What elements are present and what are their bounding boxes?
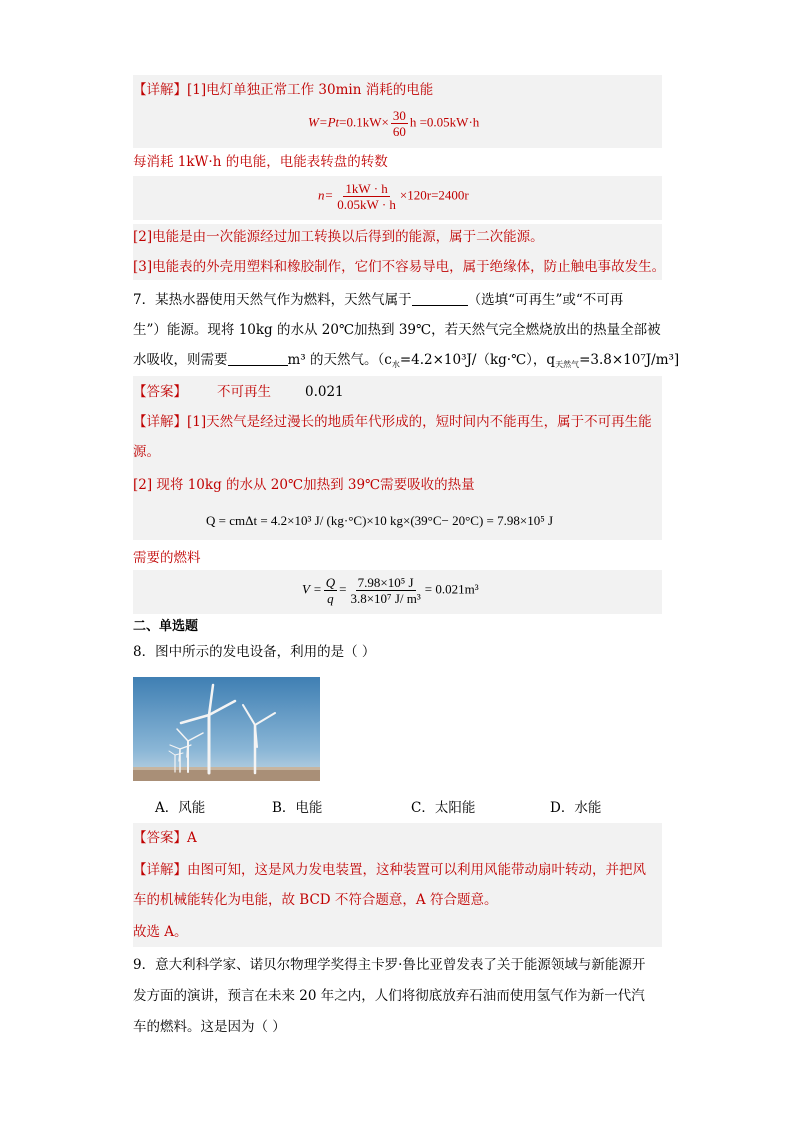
q7-detail-line2: [2] 现将 10kg 的水从 20℃加热到 39℃需要吸收的热量: [133, 477, 475, 493]
q9-stem-line2: 发方面的演讲，预言在未来 20 年之内，人们将彻底放弃石油而使用氢气作为新一代汽: [133, 988, 645, 1004]
q8-answer: 【答案】A: [133, 830, 197, 846]
answer-tag: 【答案】: [133, 384, 187, 400]
q6-turns-formula: n= $\frac{1kW \cdot h}{0.05kW \cdot h}$ ×120r=2400r: [318, 181, 469, 212]
q7-answer-line: 【答案】 不可再生 0.021: [133, 384, 344, 400]
q8-detail-line3: 故选 A。: [133, 924, 188, 940]
q7-detail-line1: 【详解】[1]天然气是经过漫长的地质年代形成的，短时间内不能再生，属于不可再生能: [133, 414, 652, 430]
q9-stem-line1: 9．意大利科学家、诺贝尔物理学奖得主卡罗·鲁比亚曾发表了关于能源领域与新能源开: [133, 957, 646, 973]
q7-stem-line3: 水吸收，则需要 m³ 的天然气。（$c_水=4.2\times 10^3J/(kg\cdot℃)$，$q_{天然气}=3.8\times 10^7J/m^3$]: [133, 352, 680, 369]
fraction: $\frac{Q}{q}$: [325, 575, 336, 606]
section-heading: 二、单选题: [133, 619, 199, 634]
q7-volume-formula: V = $\frac{Q}{q}$ = $\frac{\text{7.98×10⁵ J}}{\text{3.8×10⁷ J/ m³}}$ = 0.021m³: [302, 575, 479, 606]
q8-detail-line2: 车的机械能转化为电能，故 BCD 不符合题意，A 符合题意。: [133, 892, 498, 908]
q7-need-fuel: 需要的燃料: [133, 550, 201, 566]
q7-detail-line1b: 源。: [133, 444, 160, 460]
detail-tag: 【详解】: [133, 82, 187, 98]
q8-detail-line1: 【详解】由图可知，这是风力发电装置，这种装置可以利用风能带动扇叶转动，并把风: [133, 862, 646, 878]
q6-detail-line4: [3]电能表的外壳用塑料和橡胶制作，它们不容易导电，属于绝缘体，防止触电事故发生。: [133, 259, 666, 275]
q6-detail-line3: [2]电能是由一次能源经过加工转换以后得到的能源，属于二次能源。: [133, 229, 544, 245]
q7-stem-line1: 7．某热水器使用天然气作为燃料，天然气属于 （选填“可再生”或“不可再: [133, 292, 624, 308]
q8-answer-block: [133, 823, 662, 947]
q6-detail-line1: 【详解】[1]电灯单独正常工作 30min 消耗的电能: [133, 82, 434, 98]
wind-turbine-image: [133, 677, 320, 781]
fraction: $\frac{\text{7.98×10⁵ J}}{\text{3.8×10⁷ J/ m³}}$: [350, 575, 421, 606]
q7-heat-formula: Q = cmΔt = 4.2×10³ J/ (kg·°C)×10 kg×(39°C− 20°C) = 7.98×10⁵ J: [206, 513, 554, 528]
fraction: $\frac{1kW \cdot h}{0.05kW \cdot h}$: [337, 181, 396, 212]
answer-blank[interactable]: [412, 291, 468, 306]
answer-blank[interactable]: [228, 351, 288, 366]
q6-detail-line2: 每消耗 1kW·h 的电能，电能表转盘的转数: [133, 154, 388, 170]
option-d[interactable]: D．水能: [550, 800, 602, 816]
q8-stem: 8．图中所示的发电设备，利用的是（ ）: [133, 644, 376, 660]
q6-energy-formula: W=Pt=0.1kW× $\frac{30}{60}$ h =0.05kW·h: [308, 108, 480, 139]
q7-stem-line2: 生”）能源。现将 10kg 的水从 20℃加热到 39℃，若天然气完全燃烧放出的热量全部被: [133, 322, 661, 338]
option-c[interactable]: C．太阳能: [411, 800, 476, 816]
fraction: $\frac{30}{60}$: [392, 108, 406, 139]
option-b[interactable]: B．电能: [272, 800, 323, 816]
option-a[interactable]: A．风能: [155, 800, 206, 816]
q9-stem-line3: 车的燃料。这是因为（ ）: [133, 1019, 286, 1035]
